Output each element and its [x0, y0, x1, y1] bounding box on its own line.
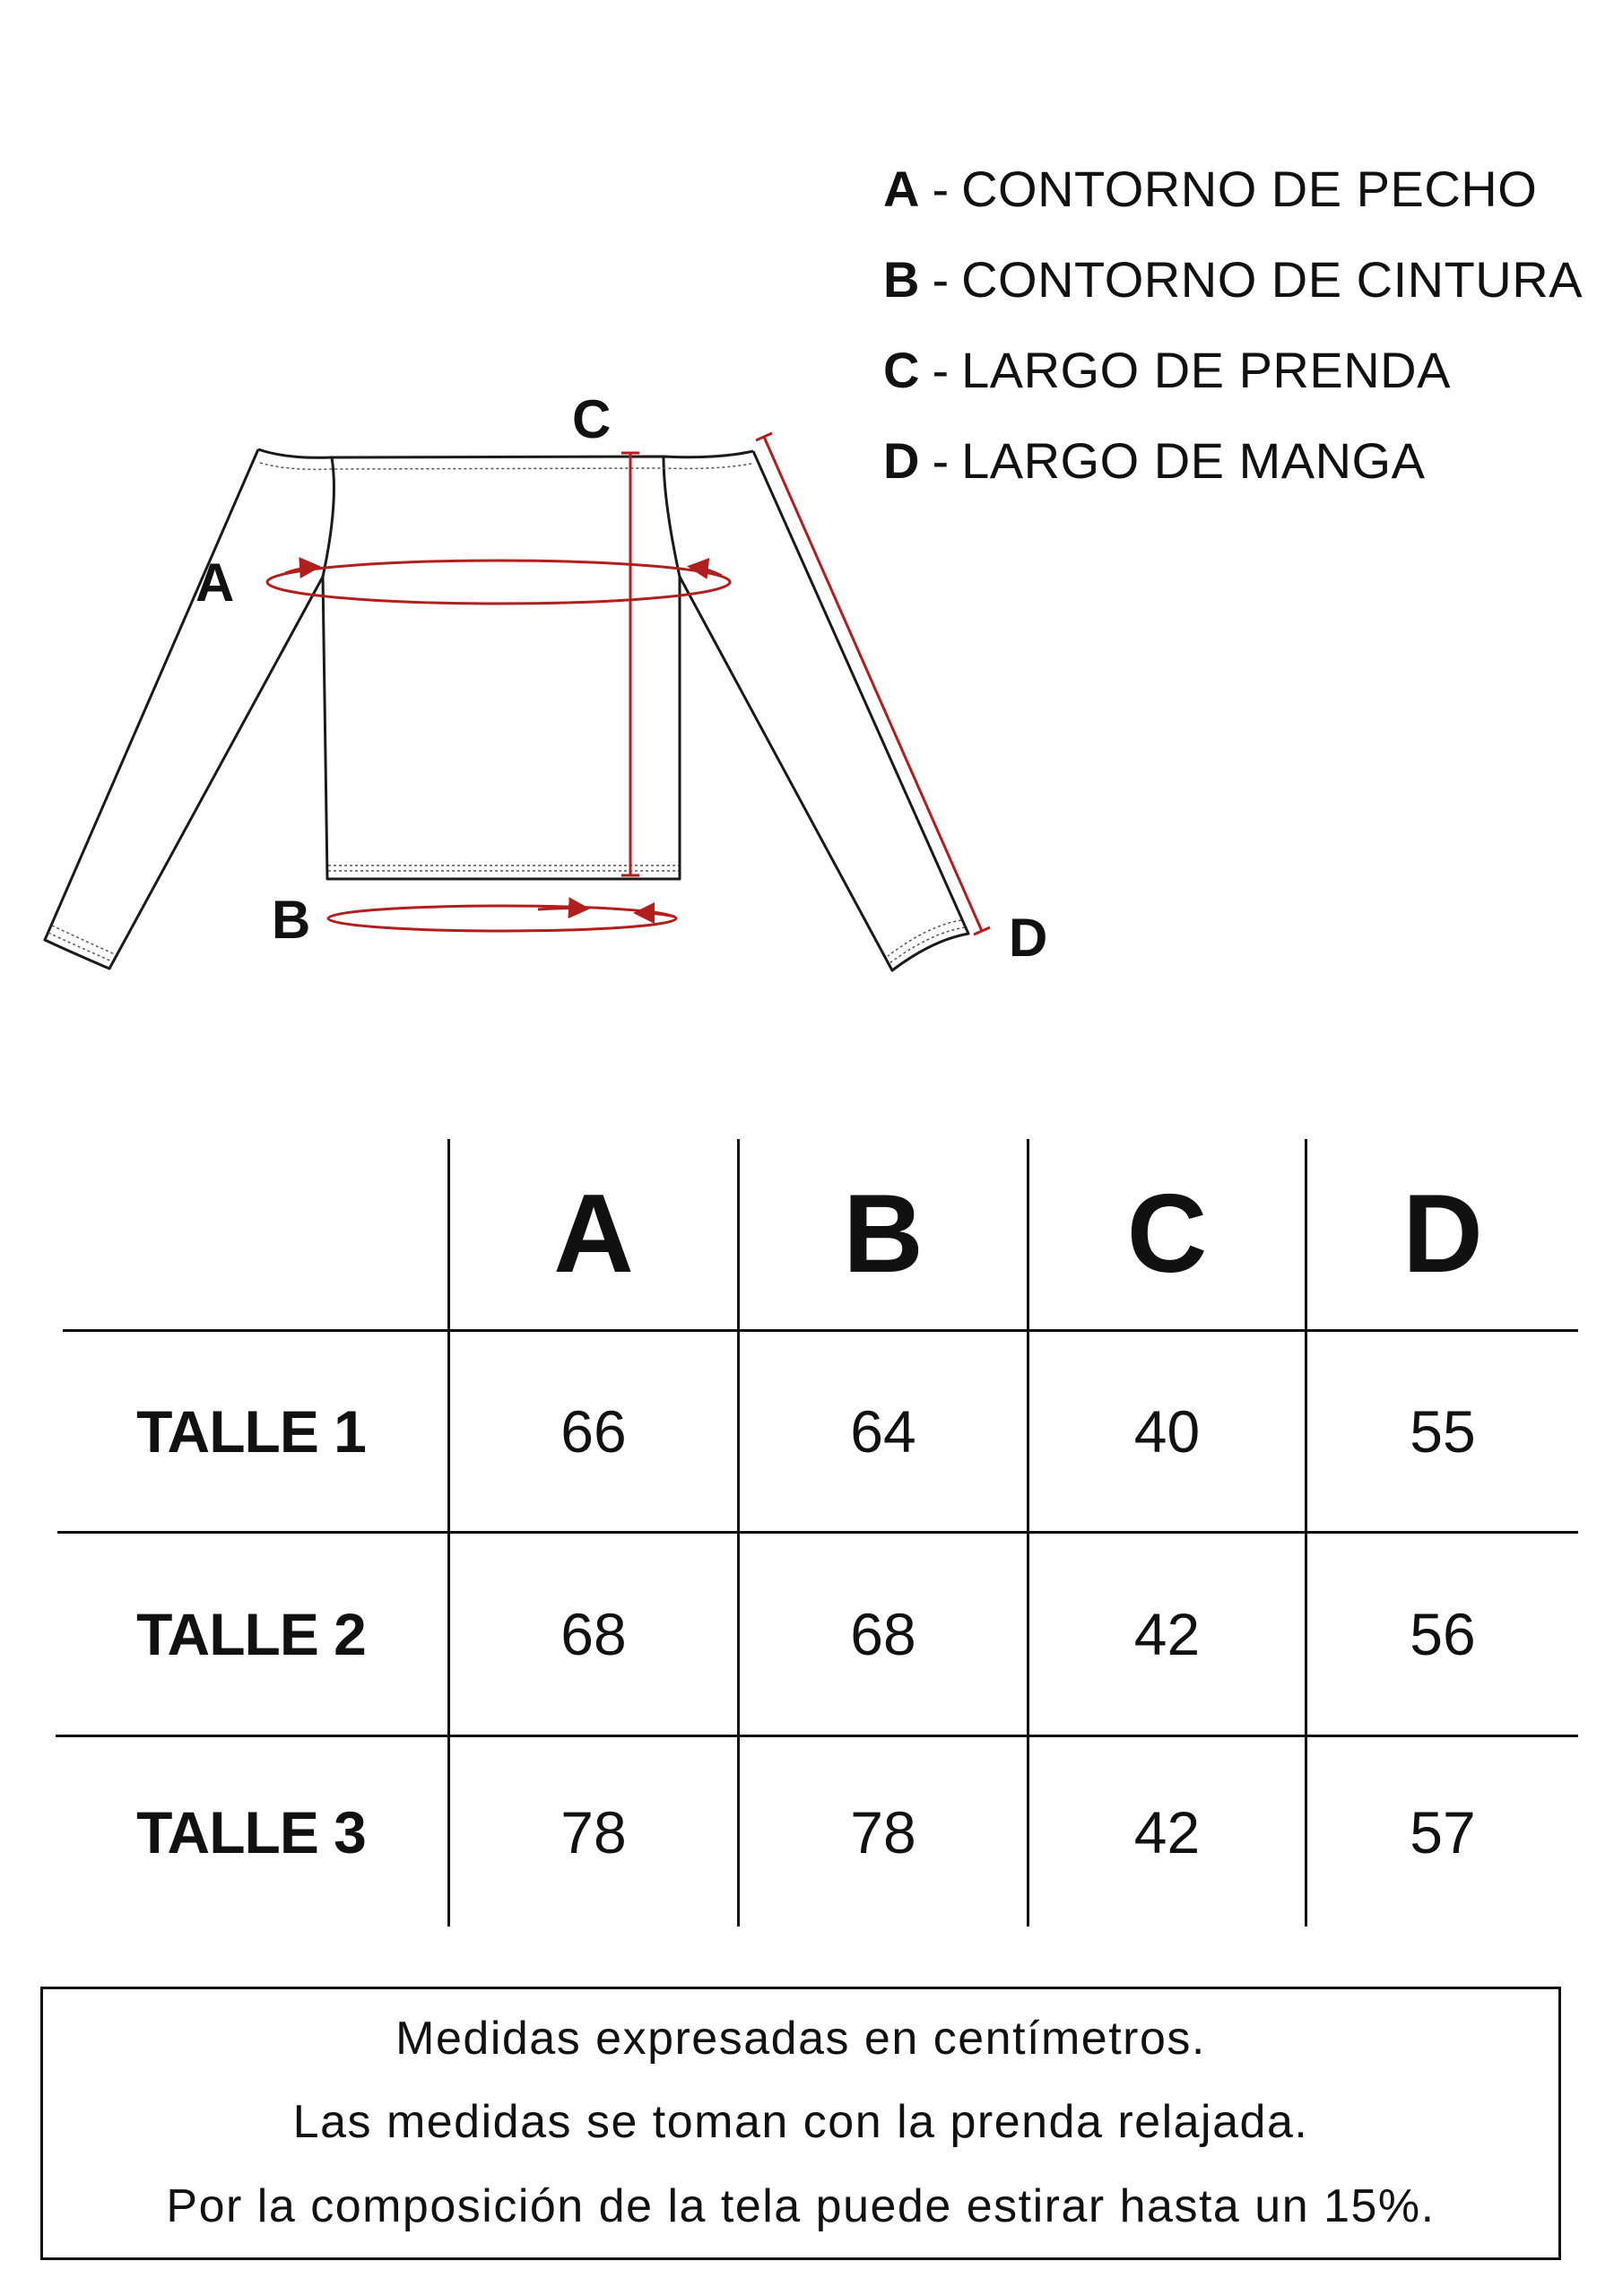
- neckline: [258, 449, 753, 457]
- column-header-b: B: [843, 1172, 924, 1296]
- legend-item-b: [883, 234, 1583, 325]
- table-cell: 40: [1133, 1398, 1201, 1465]
- garment-body: [323, 577, 680, 879]
- legend-letter: B: [883, 251, 920, 308]
- diagram-label-d: D: [1009, 908, 1048, 968]
- legend-text: CONTORNO DE CINTURA: [961, 251, 1584, 308]
- stitch-lines: [48, 463, 965, 963]
- diagram-label-c: C: [572, 389, 612, 449]
- row-label-talle-3: TALLE 3: [136, 1798, 366, 1866]
- row-label-talle-2: TALLE 2: [136, 1601, 366, 1667]
- garment-diagram: [0, 377, 1121, 1022]
- chest-measure-loop: [267, 561, 730, 604]
- table-cell: 78: [850, 1798, 916, 1866]
- table-cell: 42: [1133, 1601, 1201, 1667]
- legend-separator: -: [932, 251, 950, 308]
- table-cell: 57: [1410, 1798, 1476, 1866]
- table-cell: 64: [850, 1398, 916, 1465]
- sleeve-measure-line: [764, 437, 982, 931]
- diagram-label-a: A: [195, 552, 235, 613]
- column-header-c: C: [1126, 1172, 1208, 1296]
- table-cell: 68: [850, 1601, 916, 1667]
- row-label-talle-1: TALLE 1: [136, 1398, 366, 1465]
- diagram-label-b: B: [272, 890, 311, 950]
- note-line: Las medidas se toman con la prenda relajada.: [292, 2096, 1309, 2149]
- waist-measure-loop: [328, 906, 676, 931]
- column-header-a: A: [553, 1172, 634, 1296]
- legend-letter: A: [883, 161, 920, 217]
- legend-letter: D: [883, 432, 920, 489]
- column-header-d: D: [1402, 1172, 1483, 1296]
- measurement-lines: [267, 433, 990, 935]
- legend-text: LARGO DE MANGA: [961, 432, 1426, 489]
- size-table: [54, 1139, 1578, 1937]
- notes-box: [40, 1987, 1561, 2260]
- table-cell: 56: [1410, 1601, 1476, 1667]
- legend-separator: -: [932, 161, 950, 217]
- right-sleeve: [664, 451, 968, 970]
- legend-text: CONTORNO DE PECHO: [961, 161, 1538, 217]
- left-cuff-stitch: [52, 926, 115, 954]
- note-line: Por la composición de la tela puede estirar hasta un 15%.: [166, 2180, 1436, 2233]
- legend-letter: C: [883, 342, 920, 398]
- legend-item-a: [883, 144, 1583, 234]
- legend-separator: -: [932, 342, 950, 398]
- legend-separator: -: [932, 432, 950, 489]
- right-cuff-stitch: [889, 927, 965, 963]
- garment-outline: [45, 449, 968, 970]
- legend-text: LARGO DE PRENDA: [961, 342, 1451, 398]
- table-cell: 78: [560, 1798, 627, 1866]
- waist-arrow-back: [638, 913, 674, 917]
- table-cell: 42: [1133, 1798, 1201, 1866]
- table-cell: 68: [560, 1601, 627, 1667]
- note-line: Medidas expresadas en centímetros.: [395, 2012, 1206, 2065]
- table-cell: 66: [560, 1398, 627, 1465]
- table-cell: 55: [1410, 1398, 1476, 1465]
